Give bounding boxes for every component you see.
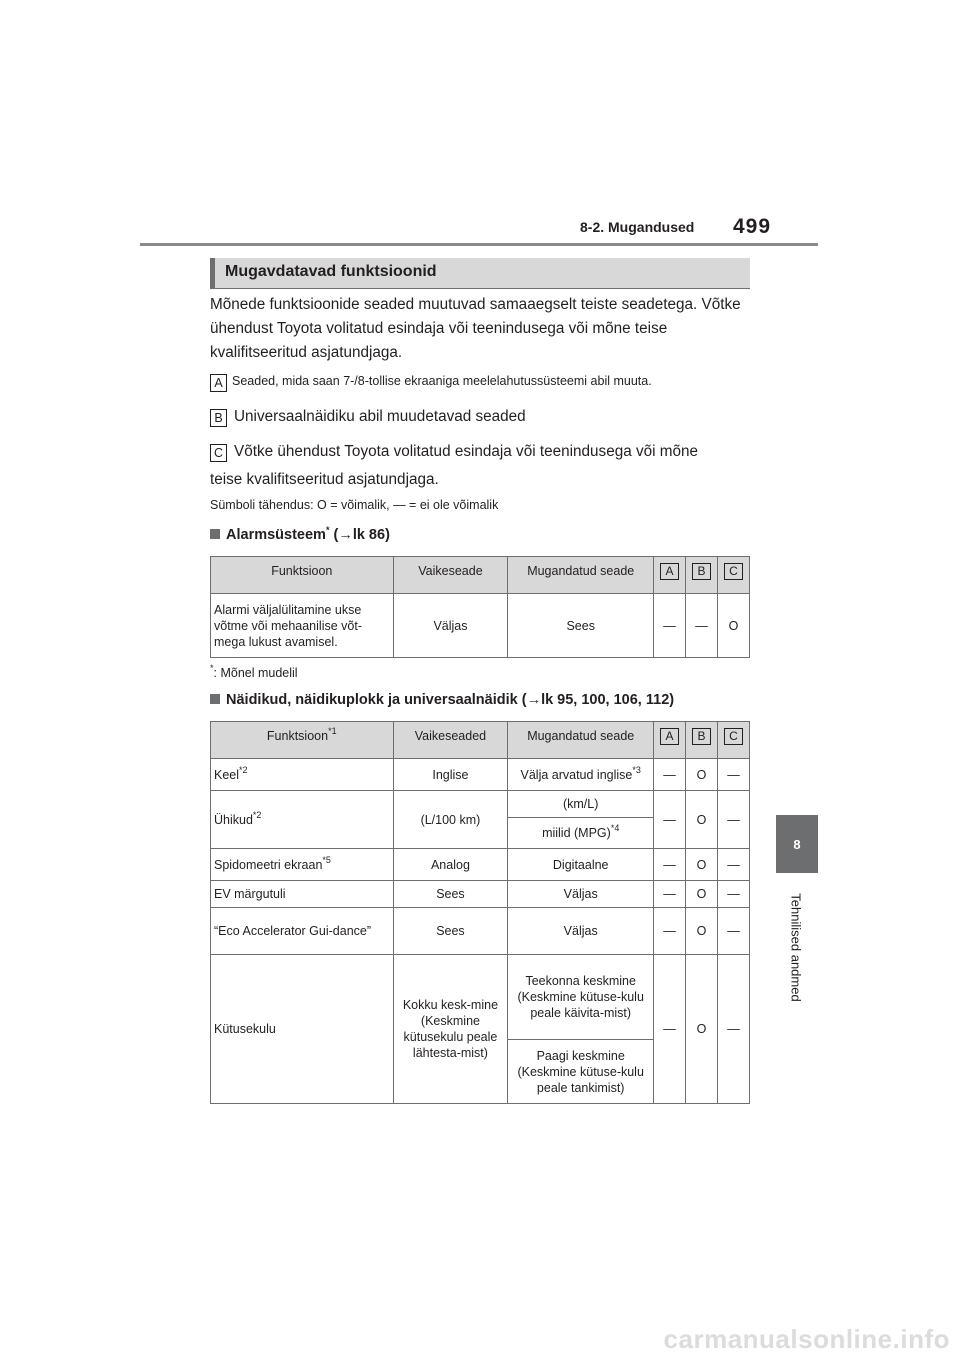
gauges-heading xyxy=(210,692,674,708)
col-header-c: C xyxy=(717,722,749,759)
gauges-title: Näidikud, näidikuplokk ja universaalnäidik ( xyxy=(226,692,527,708)
table-cell: Väljas xyxy=(508,881,654,908)
arrow-icon: → xyxy=(526,692,542,708)
table-row xyxy=(211,881,750,908)
section-heading-text: Mugavdatavad funktsioonid xyxy=(225,263,437,280)
section-underline xyxy=(210,288,750,289)
table-cell: — xyxy=(717,881,749,908)
symbols-note: Sümboli tähendus: O = võimalik, — = ei ole võimalik xyxy=(210,498,499,512)
table-cell: O xyxy=(686,908,718,955)
col-header: Vaikeseaded xyxy=(393,722,508,759)
table-row xyxy=(211,759,750,791)
table-row xyxy=(211,849,750,881)
table-cell: O xyxy=(686,881,718,908)
legend-key-b: B xyxy=(210,409,227,427)
legend-text-b: Universaalnäidiku abil muudetavad seaded xyxy=(234,408,526,425)
table-cell: — xyxy=(717,759,749,791)
col-header-a: A xyxy=(654,722,686,759)
table-cell: Digitaalne xyxy=(508,849,654,881)
table-cell: — xyxy=(654,908,686,955)
table-cell: (km/L) xyxy=(508,791,654,818)
col-header: Funktsioon$^{*1}$ xyxy=(211,722,394,759)
col-header-b: B xyxy=(686,557,718,594)
col-header-c: C xyxy=(717,557,749,594)
gauges-table xyxy=(210,721,750,1104)
table-cell: — xyxy=(717,849,749,881)
table-cell: Sees xyxy=(508,594,654,658)
table-cell: — xyxy=(654,955,686,1104)
section-breadcrumb: 8-2. Mugandused xyxy=(580,219,695,235)
table-cell: Alarmi väljalülitamine ukse võtme või mehaanilise võt-mega lukust avamisel. xyxy=(211,594,394,658)
table-row xyxy=(211,908,750,955)
table-cell: Analog xyxy=(393,849,508,881)
chapter-tab: 8 xyxy=(776,815,818,873)
table-cell: — xyxy=(717,791,749,849)
chapter-label xyxy=(786,880,806,1020)
arrow-icon: → xyxy=(338,527,353,543)
table-header-row xyxy=(211,722,750,759)
table-cell: miilid (MPG)$^{*4}$ xyxy=(508,818,654,849)
table-cell: — xyxy=(717,955,749,1104)
table-row xyxy=(211,594,750,658)
legend-key-c: C xyxy=(210,444,227,462)
table-cell: — xyxy=(686,594,718,658)
table-cell: — xyxy=(654,881,686,908)
table-cell: O xyxy=(686,955,718,1104)
table-cell: — xyxy=(654,849,686,881)
table-row xyxy=(211,955,750,1040)
col-header: Mugandatud seade xyxy=(508,722,654,759)
bullet-square-icon xyxy=(210,694,220,704)
col-header-b: B xyxy=(686,722,718,759)
table-cell: O xyxy=(717,594,749,658)
table-cell: Keel$^{*2}$ xyxy=(211,759,394,791)
watermark xyxy=(0,1320,960,1358)
table-header-row xyxy=(211,557,750,594)
legend-text-a: Seaded, mida saan 7-/8-tollise ekraaniga meelelahutussüsteemi abil muuta. xyxy=(232,374,652,388)
table-cell: Paagi keskmine (Keskmine kütuse-kulu peale tankimist) xyxy=(508,1040,654,1104)
table-row xyxy=(211,791,750,818)
table-cell: Sees xyxy=(393,908,508,955)
alarm-heading: Alarmsüsteem* (→lk 86) xyxy=(210,527,390,543)
legend-text-c-cont: teise kvalifitseeritud asjatundjaga. xyxy=(210,471,439,488)
col-header-a: A xyxy=(654,557,686,594)
col-header: Mugandatud seade xyxy=(508,557,654,594)
table-cell: — xyxy=(717,908,749,955)
header-rule xyxy=(140,243,818,246)
alarm-ref: lk 86 xyxy=(352,527,386,543)
intro-paragraph: Mõnede funktsioonide seaded muutuvad samaaegselt teiste seadetega. Võtke ühendust Toyota volitatud esindaja või teenindusega või mõne teise kvalifitseeritud asjatundjaga. xyxy=(210,296,741,361)
table-cell: — xyxy=(654,759,686,791)
section-heading xyxy=(210,258,750,288)
footnote-text: : Mõnel mudelil xyxy=(213,666,298,680)
page-number: 499 xyxy=(733,215,772,238)
watermark-text: carmanualsonline.info xyxy=(663,1324,950,1354)
table-cell: Väljas xyxy=(508,908,654,955)
gauges-ref: lk 95, 100, 106, 112) xyxy=(541,692,675,708)
table-cell: O xyxy=(686,791,718,849)
col-header: Funktsioon xyxy=(211,557,394,594)
alarm-title-sup: * xyxy=(325,525,330,535)
table-cell: Teekonna keskmine (Keskmine kütuse-kulu peale käivita-mist) xyxy=(508,955,654,1040)
chapter-label-text: Tehnilised andmed xyxy=(788,893,804,1002)
table-cell: (L/100 km) xyxy=(393,791,508,849)
table-cell: Inglise xyxy=(393,759,508,791)
bullet-square-icon xyxy=(210,529,220,539)
legend-key-a: A xyxy=(210,374,227,392)
table-cell: Ühikud$^{*2}$ xyxy=(211,791,394,849)
table-cell: O xyxy=(686,759,718,791)
table-cell: Väljas xyxy=(393,594,508,658)
alarm-title: Alarmsüsteem xyxy=(226,527,326,543)
col-header: Vaikeseade xyxy=(393,557,508,594)
table-cell: Kokku kesk-mine (Keskmine kütusekulu peale lähtesta-mist) xyxy=(393,955,508,1104)
table-cell: O xyxy=(686,849,718,881)
table-cell: Kütusekulu xyxy=(211,955,394,1104)
table-cell: Välja arvatud inglise$^{*3}$ xyxy=(508,759,654,791)
footnote-mark: * xyxy=(210,663,214,673)
table-cell: Sees xyxy=(393,881,508,908)
table-cell: — xyxy=(654,594,686,658)
table-cell: “Eco Accelerator Gui-dance” xyxy=(211,908,394,955)
alarm-footnote xyxy=(210,663,298,680)
alarm-table xyxy=(210,556,750,658)
legend-text-c: Võtke ühendust Toyota volitatud esindaja või teenindusega või mõne xyxy=(234,443,699,460)
table-cell: — xyxy=(654,791,686,849)
table-cell: Spidomeetri ekraan$^{*5}$ xyxy=(211,849,394,881)
table-cell: EV märgutuli xyxy=(211,881,394,908)
